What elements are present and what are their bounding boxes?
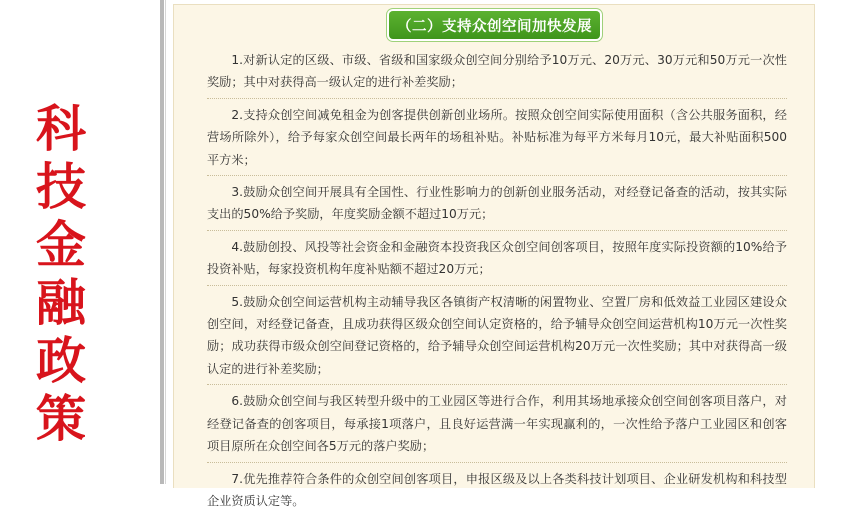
policy-item: 4.鼓励创投、风投等社会资金和金融资本投资我区众创空间创客项目，按照年度实际投资额的10%给予投资补贴，每家投资机构年度补贴额不超过20万元；	[207, 236, 787, 286]
policy-list	[207, 49, 787, 521]
policy-item: 2.支持众创空间减免租金为创客提供创新创业场所。按照众创空间实际使用面积（含公共服务面积，经营场所除外），给予每家众创空间最长两年的场租补贴。补贴标准为每平方米每月10元，最大补贴面积500平方米；	[207, 104, 787, 176]
section-title-banner: （二）支持众创空间加快发展	[389, 11, 600, 39]
vertical-divider	[160, 0, 164, 484]
side-title-char: 金	[36, 216, 86, 274]
side-title-char: 融	[36, 274, 86, 332]
side-title-char: 政	[36, 332, 86, 390]
content-panel	[173, 4, 815, 508]
side-title-char: 科	[36, 100, 86, 158]
side-title-char: 技	[36, 158, 86, 216]
policy-item: 7.优先推荐符合条件的众创空间创客项目，申报区级及以上各类科技计划项目、企业研发机构和科技型企业资质认定等。	[207, 471, 787, 508]
policy-item: 3.鼓励众创空间开展具有全国性、行业性影响力的创新创业服务活动，对经登记备查的活动，按其实际支出的50%给予奖励，年度奖励金额不超过10万元；	[207, 181, 787, 231]
side-title	[26, 100, 96, 448]
side-title-char: 策	[36, 390, 86, 448]
policy-item: 1.对新认定的区级、市级、省级和国家级众创空间分别给予10万元、20万元、30万元和50万元一次性奖励；其中对获得高一级认定的进行补差奖励；	[207, 49, 787, 99]
policy-item: 6.鼓励众创空间与我区转型升级中的工业园区等进行合作，利用其场地承接众创空间创客项目落户，对经登记备查的创客项目，每承接1项落户，且良好运营满一年实现赢利的，一次性给予落户工业园区和创客项目原所在众创空间各5万元的落户奖励；	[207, 390, 787, 462]
policy-item: 5.鼓励众创空间运营机构主动辅导我区各镇街产权清晰的闲置物业、空置厂房和低效益工业园区建设众创空间，对经登记备查，且成功获得区级众创空间认定资格的，给予辅导众创空间运营机构10万元一次性奖励；成功获得市级众创空间登记资格的，给予辅导众创空间运营机构20万元一次性奖励；其中对获得高一级认定的进行补差奖励；	[207, 291, 787, 386]
